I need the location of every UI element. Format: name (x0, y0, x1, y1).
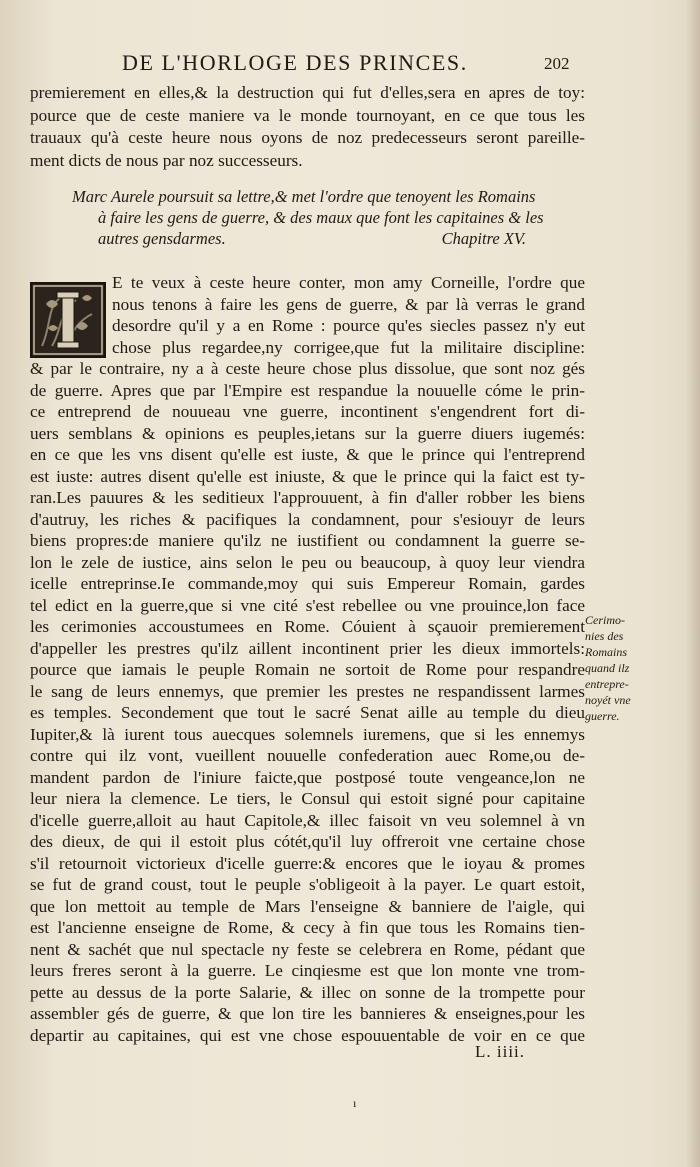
text-line: Iupiter,& là iurent tous auecques solemnels iuremens, que si les ennemys (30, 724, 585, 744)
text-line: des dieux, de qui il estoit plus cótét,qu'il luy offreroit vne certaine chose (30, 832, 585, 851)
bottom-mark: ı (353, 1096, 357, 1110)
text-line: pette au dessus de la porte Salarie, & illec on sonne de la trompette pour (30, 982, 585, 1002)
text-line: mandent pardon de l'iniure faicte,que postposé toute vengeance,lon ne (30, 767, 585, 787)
chapter-heading-text: autres gensdarmes. (98, 229, 226, 248)
text-line: est iuste: autres disent qu'elle est iniuste, & que le prince qui la faict est ty- (30, 466, 585, 486)
text-line: departir au capitaines, qui est vne chose espouuentable de voir en ce que (30, 1025, 585, 1045)
text-line: leur niera la clemence. Le tiers, le Consul qui estoit signé pour capitaine (30, 789, 585, 808)
text-line: assembler gés de guerre, & que lon tire les bannieres & enseignes,pour les (30, 1004, 585, 1023)
page-header (0, 50, 700, 80)
margin-note-line: Romains (585, 645, 627, 659)
text-line: uers semblans & opinions es peuples,ietans sur la guerre diuers iugemés: (30, 423, 585, 443)
text-line: s'il retournoit victorieux d'icelle guerre:& encores que le ioyau & promes (30, 853, 585, 873)
text-line: trauaux qu'à ceste heure nous oyons de noz predecesseurs seront pareille- (30, 128, 585, 147)
text-line: E te veux à ceste heure conter, mon amy Corneille, l'ordre que (112, 273, 585, 292)
text-line: lon le zele de iustice, ains selon le peu ou beaucoup, à quoy leur viendra (30, 552, 585, 572)
decorated-initial-icon (30, 282, 106, 358)
text-line: leurs freres seront à la guerre. Le cinqiesme est que lon monte vne trom- (30, 961, 585, 980)
margin-note-line: guerre. (585, 709, 620, 723)
text-line: ce entreprend de nouueau vne guerre, incontinent s'engendrent fort di- (30, 402, 585, 421)
chapter-number: Chapitre XV. (441, 229, 526, 248)
text-line: se fut de grand coust, tout le peuple s'obligeoit à la payer. Le quart estoit, (30, 875, 585, 894)
text-line: les cerimonies accoustumees en Rome. Cóuient à sçauoir premierement (30, 617, 585, 636)
text-line: ran.Les pauures & les seditieux l'approuuent, à fin d'aller robber les biens (30, 488, 585, 507)
margin-note-line: noyét vne (585, 693, 631, 707)
chapter-heading (72, 186, 544, 249)
text-line: en ce que les vns disent qu'elle est iuste, & que le prince qui l'entreprend (30, 445, 585, 464)
page-edge-shadow (686, 0, 700, 1167)
text-line: nent & sachét que nul spectacle ny feste se celebrera en Rome, pédant que (30, 939, 585, 959)
text-line: que lon mettoit au temple de Mars l'enseigne & banniere de l'aigle, qui (30, 896, 585, 916)
margin-note (585, 612, 665, 724)
text-line: es temples. Secondement que tout le sacré Senat aille au temple du dieu (30, 703, 585, 722)
text-line: & par le contraire, ny a à ceste heure chose plus dissolue, que sont noz gés (30, 359, 585, 378)
signature-mark: L. iiii. (475, 1042, 526, 1061)
margin-note-line: quand ilz (585, 661, 630, 675)
text-line: icelle entreprinse.Ie commande,moy qui suis Empereur Romain, gardes (30, 574, 585, 593)
text-line: nous tenons à faire les gens de guerre, & par là verras le grand (112, 294, 585, 314)
margin-note-line: entrepre- (585, 677, 629, 691)
text-line: contre qui ilz vont, vueillent nouuelle confederation auec Rome,ou de- (30, 746, 585, 765)
text-line: d'autruy, les riches & pacifiques la condamnent, pour s'esiouyr de leurs (30, 509, 585, 529)
text-line: biens propres:de maniere qu'ilz ne iustifient ou condamnent la guerre se- (30, 531, 585, 550)
chapter-heading-line (72, 228, 532, 249)
text-line: d'appeller les prestres qu'ilz aillent incontinent prier les dieux immortels: (30, 638, 585, 658)
text-line: pource que iamais le peuple Romain ne sortoit de Rome pour respandre (30, 660, 585, 679)
text-line: chose plus regardee,ny corrigee,que fut la militaire discipline: (112, 337, 585, 357)
text-line: de guerre. Apres que par l'Empire est respandue la nouuelle cóme le prin- (30, 380, 585, 400)
text-line: le sang de leurs ennemys, que premier les prestes ne respandissent larmes (30, 681, 585, 701)
text-line: d'icelle guerre,alloit au haut Capitole,& illec faisoit vn veu solemnel à vn (30, 810, 585, 830)
chapter-heading-line: à faire les gens de guerre, & des maux que font les capitaines & les (98, 208, 544, 227)
chapter-heading-line: Marc Aurele poursuit sa lettre,& met l'ordre que tenoyent les Romains (72, 187, 536, 206)
text-line: desordre qu'il y a en Rome : pource qu'es siecles passez n'y eut (112, 316, 585, 335)
text-line: ment dicts de nous par noz successeurs. (30, 150, 303, 170)
text-line: premierement en elles,& la destruction qui fut d'elles,sera en apres de toy: (30, 83, 585, 102)
text-line: est l'ancienne enseigne de Rome, & cecy à fin que tous les Romains tien- (30, 918, 585, 937)
folio-number: 202 (544, 54, 570, 73)
running-title: DE L'HORLOGE DES PRINCES. (122, 50, 468, 75)
margin-note-line: Cerimo- (585, 613, 625, 627)
margin-note-line: nies des (585, 629, 624, 643)
text-line: pource que de ceste maniere va le monde tournoyant, en ce que tous les (30, 105, 585, 125)
text-line: tel edict en la guerre,que si vne cité s'est rebellee ou vne prouince,lon face (30, 595, 585, 615)
